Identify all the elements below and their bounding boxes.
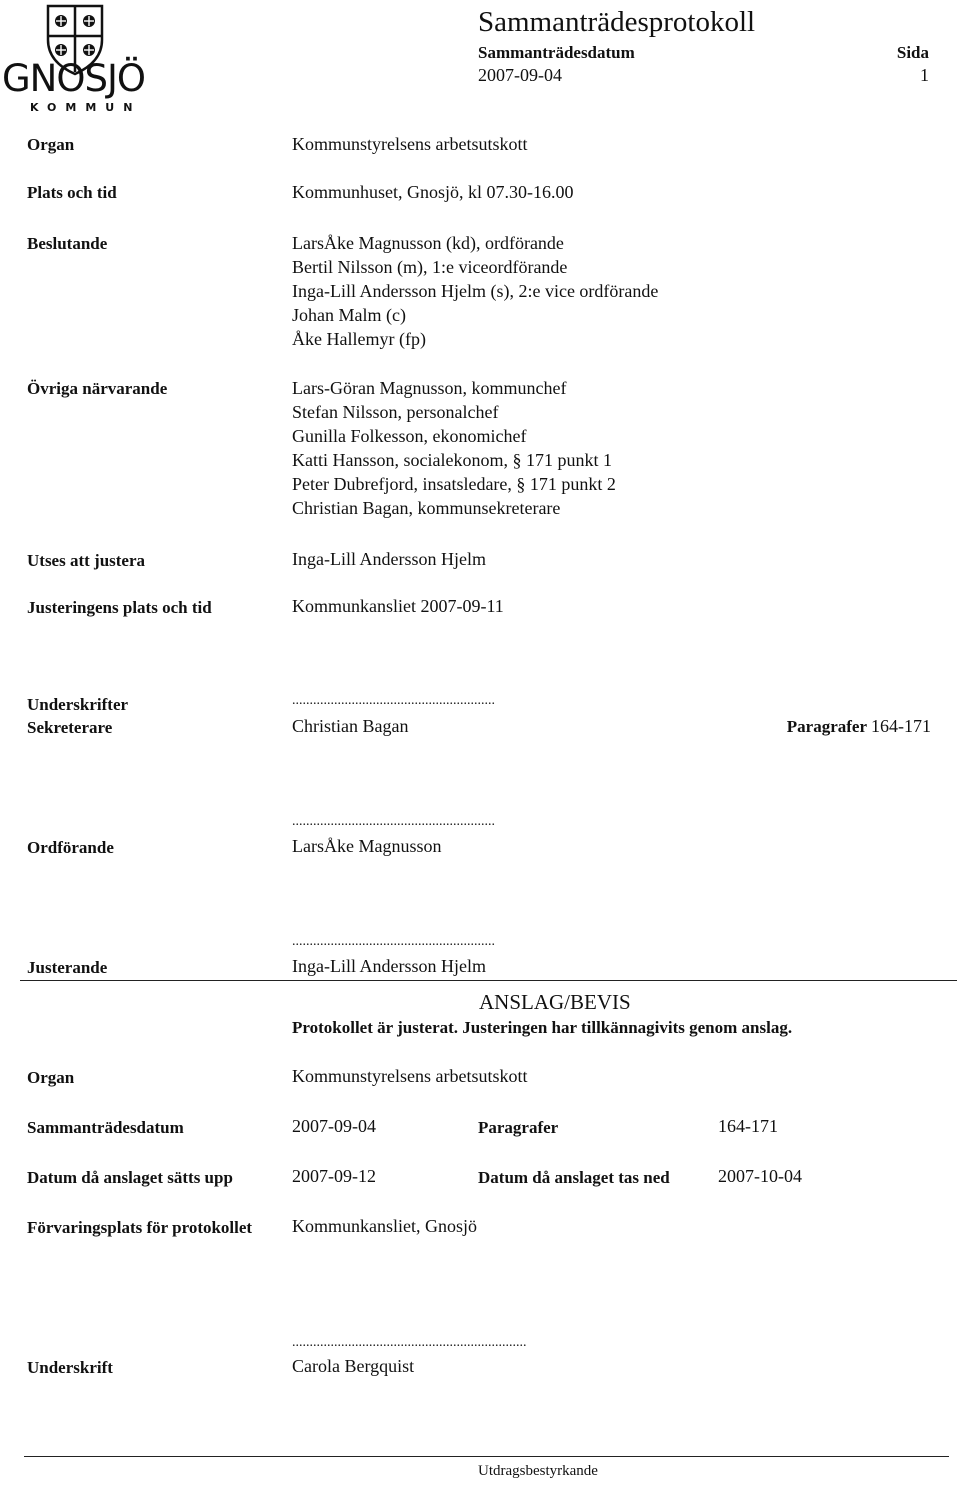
list-item: LarsÅke Magnusson (kd), ordförande	[292, 233, 564, 253]
paragraphs-label: Paragrafer	[786, 717, 867, 736]
header-page-label: Sida	[896, 43, 929, 62]
others-present-label: Övriga närvarande	[27, 379, 168, 398]
removed-date-label: Datum då anslaget tas ned	[478, 1168, 670, 1187]
list-item: Åke Hallemyr (fp)	[292, 329, 426, 349]
notice-signature-label: Underskrift	[27, 1358, 113, 1377]
organ-value: Kommunstyrelsens arbetsutskott	[292, 134, 528, 154]
place-value: Kommunhuset, Gnosjö, kl 07.30-16.00	[292, 182, 574, 202]
list-item: Katti Hansson, socialekonom, § 171 punkt 1	[292, 450, 612, 470]
storage-label: Förvaringsplats för protokollet	[27, 1218, 253, 1237]
signature-line: ...................................................................	[292, 1335, 527, 1350]
secretary-name: Christian Bagan	[292, 716, 409, 736]
document-title: Sammanträdesprotokoll	[478, 6, 756, 38]
list-item: Lars-Göran Magnusson, kommunchef	[292, 378, 567, 398]
adjusting-signer-label: Justerande	[27, 958, 108, 977]
notice-signer-name: Carola Bergquist	[292, 1356, 415, 1376]
list-item: Peter Dubrefjord, insatsledare, § 171 punkt 2	[292, 474, 616, 494]
place-label: Plats och tid	[27, 183, 117, 202]
list-item: Johan Malm (c)	[292, 305, 406, 325]
notice-statement: Protokollet är justerat. Justeringen har tillkännagivits genom anslag.	[292, 1018, 793, 1037]
notice-date-label: Sammanträdesdatum	[27, 1118, 184, 1137]
notice-paragraphs-value: 164-171	[718, 1116, 778, 1136]
header-date-label: Sammanträdesdatum	[478, 43, 635, 62]
adjuster-label: Utses att justera	[27, 551, 146, 570]
municipality-logo	[0, 0, 150, 118]
notice-organ-label: Organ	[27, 1068, 75, 1087]
header-page-number: 1	[920, 65, 929, 85]
chair-name: LarsÅke Magnusson	[292, 836, 442, 856]
logo-wordmark: GNOSJÖ	[2, 57, 145, 100]
posted-date-label: Datum då anslaget sätts upp	[27, 1168, 233, 1187]
list-item: Stefan Nilsson, personalchef	[292, 402, 499, 422]
notice-date-value: 2007-09-04	[292, 1116, 376, 1136]
paragraphs-value: 164-171	[871, 716, 931, 736]
list-item: Gunilla Folkesson, ekonomichef	[292, 426, 527, 446]
adjuster-value: Inga-Lill Andersson Hjelm	[292, 549, 486, 569]
chair-label: Ordförande	[27, 838, 114, 857]
notice-paragraphs-label: Paragrafer	[478, 1118, 559, 1137]
signatures-label: Underskrifter	[27, 695, 129, 714]
notice-organ-value: Kommunstyrelsens arbetsutskott	[292, 1066, 528, 1086]
list-item: Inga-Lill Andersson Hjelm (s), 2:e vice ordförande	[292, 281, 659, 301]
list-item: Bertil Nilsson (m), 1:e viceordförande	[292, 257, 568, 277]
signature-line: ..........................................................	[292, 693, 495, 708]
signature-line: ..........................................................	[292, 814, 495, 829]
header-date: 2007-09-04	[478, 65, 562, 85]
removed-date-value: 2007-10-04	[718, 1166, 802, 1186]
notice-title: ANSLAG/BEVIS	[479, 990, 631, 1014]
footer-text: Utdragsbestyrkande	[478, 1463, 598, 1479]
list-item: Christian Bagan, kommunsekreterare	[292, 498, 561, 518]
footer-divider	[24, 1456, 949, 1457]
decision-makers-label: Beslutande	[27, 234, 108, 253]
adjust-place-value: Kommunkansliet 2007-09-11	[292, 596, 504, 616]
posted-date-value: 2007-09-12	[292, 1166, 376, 1186]
logo-subtitle: KOMMUN	[30, 101, 142, 114]
paragraphs-group	[787, 716, 931, 737]
organ-label: Organ	[27, 135, 75, 154]
storage-value: Kommunkansliet, Gnosjö	[292, 1216, 477, 1236]
secretary-label: Sekreterare	[27, 718, 113, 737]
decision-makers-list	[292, 231, 658, 351]
signature-line: ..........................................................	[292, 934, 495, 949]
adjust-place-label: Justeringens plats och tid	[27, 598, 212, 617]
section-divider	[20, 980, 957, 981]
others-present-list	[292, 376, 616, 520]
adjusting-signer-name: Inga-Lill Andersson Hjelm	[292, 956, 486, 976]
